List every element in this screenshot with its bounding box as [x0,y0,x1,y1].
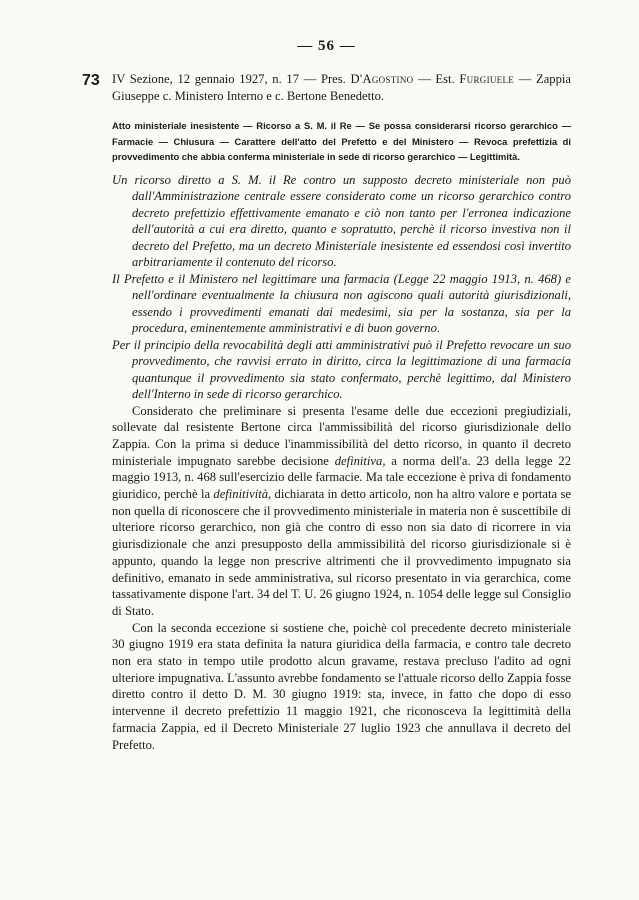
paragraph-text: Considerato che preliminare si presenta l'esame delle due eccezioni pregiudiziali, sollevate dal resistente Bertone circa l'ammissibilità del ricorso giurisdizionale dello Zappia. Con la prima si deduce l'inammissibilità del detto ricorso, in quanto il decreto ministeriale impugnato sarebbe decisione [112,403,571,468]
body-paragraph [112,403,571,620]
paragraph-text: Con la seconda eccezione si sostiene che, poichè col precedente decreto ministeriale 30 giugno 1919 era stata definita la natura giuridica della farmacia, e contro tale decreto non era stato in tempo utile prodotto alcun gravame, restava precluso l'adito ad ogni ulteriore impugnativa. L'assunto avrebbe fondamento se l'attuale ricorso dello Zappia fosse diretto contro il detto D. M. 30 giugno 1919: sta, invece, in fatto che dopo di esso intervenne il decreto prefettizio 11 maggio 1921, che riconosceva la legittimità della farmacia Zappia, ed il Decreto Ministeriale 27 luglio 1923 che annullava il decreto del Prefetto. [112,620,571,752]
legal-maxim: Per il principio della revocabilità degli atti amministrativi può il Prefetto revocare un suo provvedimento, che ravvisi errato in diritto, circa la legittimazione di una farmacia quantunque il provvedimento sia stato confermato, perchè legittimo, dal Ministero dell'Interno in sede di ricorso gerarchico. [112,337,571,401]
emphasis-text: definitività [213,487,268,502]
case-summary: Atto ministeriale inesistente — Ricorso a S. M. il Re — Se possa considerarsi ricorso gerarchico — Farmacie — Chiusura — Carattere dell'atto del Prefetto e del Ministero — Revoca prefettizia di provvedimento che abbia conferma ministeriale in sede di ricorso gerarchico — Legittimità. [112,120,571,162]
president-name: D'Agostino [350,72,414,86]
case-number: 73 [82,72,100,89]
emphasis-text: definitiva [334,453,383,468]
legal-maxim: Un ricorso diretto a S. M. il Re contro un supposto decreto ministeriale non può dall'Amministrazione centrale essere considerato come un ricorso gerarchico contro decreto prefettizio effettivamente emanato e ciò non tanto per l'erronea indicazione dell'autorità a cui era diretto, quanto e sopratutto, perchè il ricorso investiva non il decreto del Prefetto, ma un decreto Ministeriale inesistente ed essendosi così invertito arbitrariamente il contenuto del ricorso. [112,172,571,269]
page-number: — 56 — [297,38,356,54]
paragraph-text: , a norma dell'a. 23 della legge 22 maggio 1913, n. 468 sull'esercizio delle farmacie. Ma tale eccezione è priva di fondamento giuridico, perchè la [112,453,571,502]
case-head-text: IV Sezione, 12 gennaio 1927, n. 17 — Pres. [112,72,351,86]
case-head-text: — Zappia Giuseppe c. Ministero Interno e c. Bertone Benedetto. [112,72,571,103]
paragraph-text: , dichiarata in detto articolo, non ha altro valore e portata se non quella di riconoscere che il provvedimento ministeriale in materia non è suscettibile di ulteriore ricorso gerarchico, non già che contro di esso non sia dato di ricorrere in via giurisdizionale che anzi presupposto della ammissibilità del ricorso giurisdizionale si è appunto, quando la legge non prescrive altrimenti che il provvedimento impugnato sia definitivo, emanato in sede amministrativa, sul ricorso presentato in via gerarchica, come tassativamente dispone l'art. 34 del T. U. 26 giugno 1924, n. 1054 delle legge sul Consiglio di Stato. [112,487,571,618]
body-paragraph [112,620,571,754]
case-header [82,71,571,105]
legal-maxim: Il Prefetto e il Ministero nel legittimare una farmacia (Legge 22 maggio 1913, n. 468) e nell'ordinare eventualmente la chiusura non agiscono quali autorità giurisdizionali, essendo i provvedimenti emanati dai medesimi, sia per la sostanza, sia per la procedura, eminentemente amministrativi e di buon governo. [112,271,571,335]
case-head-text: — Est. [413,72,460,86]
rapporteur-name: Furgiuele [459,72,515,86]
